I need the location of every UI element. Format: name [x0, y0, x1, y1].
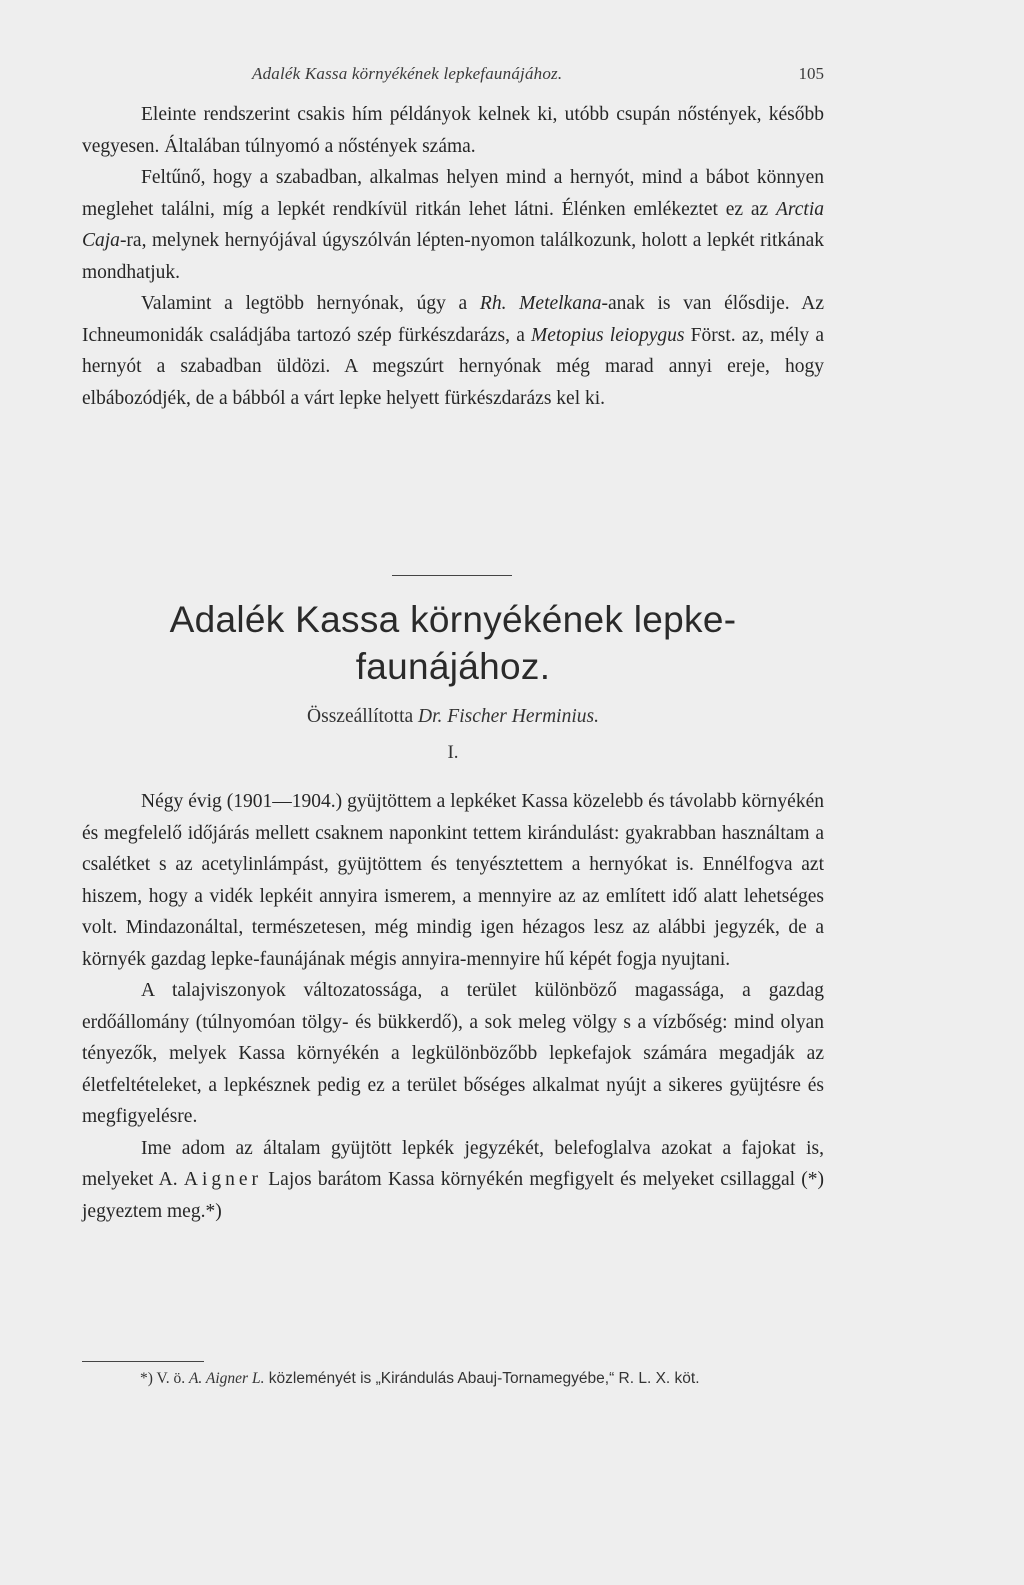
- page-number: 105: [798, 64, 824, 83]
- footnote-body: közleményét is „Kirándulás Abauj-Tornamegyébe,“ R. L. X. köt.: [264, 1370, 700, 1387]
- footnote-text: [82, 1367, 824, 1390]
- text-run: Lajos barátom Kassa környékén megfigyelt és melyeket csillaggal (*) jegyeztem meg.*): [82, 1169, 824, 1222]
- text-run: Feltűnő, hogy a szabadban, alkalmas helyen mind a hernyót, mind a bábot könnyen meglehet találni, míg a lepkét rendkívül ritkán lehet látni. Élénken emlékeztet ez az: [82, 167, 824, 220]
- paragraph: [82, 162, 824, 288]
- paragraph: Eleinte rendszerint csakis hím példányok kelnek ki, utóbb csupán nőstények, később vegyesen. Általában túlnyomó a nőstények száma.: [82, 104, 824, 157]
- author-name: Dr. Fischer Herminius.: [418, 706, 599, 727]
- footnote-mark: *) V. ö.: [140, 1370, 189, 1387]
- section-divider: [392, 575, 512, 576]
- article-title: Adalék Kassa környékének lepke-faunájához.: [169, 599, 737, 687]
- species-name: Metopius leiopygus: [531, 324, 685, 346]
- paragraph: [82, 288, 824, 414]
- footnote: [82, 1367, 824, 1390]
- byline: [82, 706, 824, 728]
- text-run: Valamint a legtöbb hernyónak, úgy a: [141, 293, 480, 314]
- text-run: Ime adom az általam gyüjtött lepkék jegyzékét, belefoglalva azokat a fajokat is, melyeket A.: [82, 1137, 824, 1190]
- text-run: Först. az, mély a hernyót a szabadban üldözi. A megszúrt hernyónak még marad annyi ereje, hogy elbábozódjék, de a bábból a várt lepke helyett fürkészdarázs kel ki.: [82, 324, 824, 409]
- section-continued-text: [82, 99, 824, 414]
- footnote-rule: [82, 1361, 204, 1362]
- text-run: -ra, melynek hernyójával úgyszólván lépten-nyomon találkozunk, holott a lepkét ritkának mondhatjuk.: [82, 230, 824, 283]
- paragraph: Négy évig (1901—1904.) gyüjtöttem a lepkéket Kassa közelebb és távolabb környékén és megfelelő időjárás mellett csaknem naponkint tettem kirándulást: gyakrabban használtam a csalétket s az acetylinlámpást, gyüjtöttem és tenyésztettem a hernyókat is. Ennélfogva azt hiszem, hogy a vidék lepkéit annyira ismerem, a mennyire az az említett idő alatt lehetséges volt. Mindazonáltal, természetesen, még mindig igen hézagos lesz az alábbi jegyzék, de a környék gazdag lepke-faunájának mégis annyira-mennyire hű képét fogja nyujtani.: [82, 791, 824, 970]
- spaced-name: Aigner: [183, 1169, 263, 1190]
- section-number: I.: [447, 742, 459, 763]
- species-name: Rh. Metelkana: [479, 293, 602, 314]
- footnote-ref: A. Aigner L.: [188, 1370, 265, 1387]
- text-run: -anak is van élősdije. Az Ichneumonidák családjába tartozó szép fürkészdarázs, a: [82, 293, 824, 346]
- species-name: Arctia Caja: [82, 198, 824, 251]
- running-title: Adalék Kassa környékének lepkefaunájához.: [252, 64, 563, 83]
- paragraph: A talajviszonyok változatossága, a terület különböző magassága, a gazdag erdőállomány (túlnyomóan tölgy- és bükkerdő), a sok meleg völgy s a vízbőség: mind olyan tényezők, melyek Kassa környékén a legkülönbözőbb lepkefajok számára megadják az életfeltételeket, a lepkésznek pedig ez a terület bőséges alkalmat nyújt a sikeres gyüjtésre és megfigyelésre.: [82, 980, 824, 1127]
- byline-label: Összeállította: [307, 706, 419, 727]
- article-body: [82, 786, 824, 1227]
- paragraph: [82, 1133, 824, 1228]
